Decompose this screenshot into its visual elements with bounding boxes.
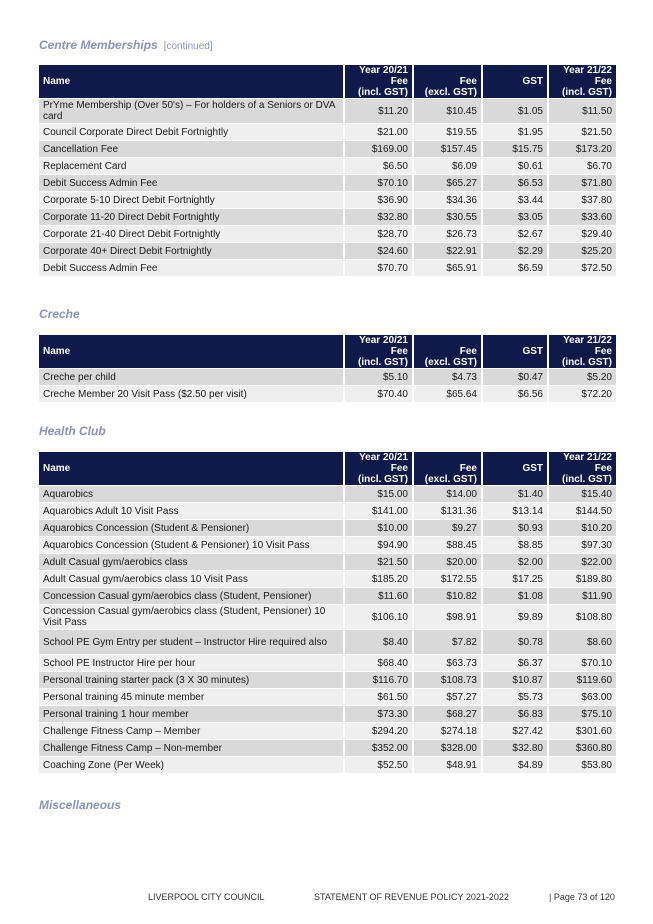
row-name: Adult Casual gym/aerobics class	[39, 554, 343, 570]
col-header-name: Name	[39, 65, 343, 98]
section-title-text: Miscellaneous	[39, 798, 122, 812]
fee-excl: $63.73	[414, 655, 481, 671]
fee-excl: $9.27	[414, 520, 481, 536]
fee-excl: $131.36	[414, 503, 481, 519]
fee-excl: $328.00	[414, 740, 481, 756]
fee-incl-2122: $25.20	[549, 243, 616, 259]
gst: $6.37	[483, 655, 547, 671]
fee-excl: $19.55	[414, 124, 481, 140]
fee-incl-2021: $28.70	[345, 226, 412, 242]
table-row	[39, 672, 616, 688]
table-row	[39, 503, 616, 519]
gst: $1.08	[483, 588, 547, 604]
col-header-fee-incl-2122: Year 21/22 Fee (incl. GST)	[549, 335, 616, 368]
fee-excl: $172.55	[414, 571, 481, 587]
fee-incl-2122: $72.50	[549, 260, 616, 276]
header-row	[39, 335, 616, 368]
fee-incl-2122: $8.60	[549, 630, 616, 654]
gst: $2.00	[483, 554, 547, 570]
header-row	[39, 452, 616, 485]
fee-incl-2021: $21.50	[345, 554, 412, 570]
fee-incl-2122: $63.00	[549, 689, 616, 705]
gst: $4.89	[483, 757, 547, 773]
fee-incl-2021: $352.00	[345, 740, 412, 756]
gst: $6.53	[483, 175, 547, 191]
health-club-table	[37, 451, 618, 774]
header-row	[39, 65, 616, 98]
fee-incl-2021: $185.20	[345, 571, 412, 587]
fee-incl-2021: $32.80	[345, 209, 412, 225]
gst: $0.93	[483, 520, 547, 536]
gst: $6.59	[483, 260, 547, 276]
gst: $17.25	[483, 571, 547, 587]
fee-excl: $10.82	[414, 588, 481, 604]
fee-excl: $108.73	[414, 672, 481, 688]
col-header-fee-incl-2021: Year 20/21 Fee (incl. GST)	[345, 65, 412, 98]
table-header	[39, 65, 616, 98]
fee-incl-2021: $36.90	[345, 192, 412, 208]
fee-excl: $68.27	[414, 706, 481, 722]
section-title-creche	[39, 307, 80, 321]
fee-incl-2122: $72.20	[549, 386, 616, 402]
fee-incl-2122: $6.70	[549, 158, 616, 174]
col-header-name: Name	[39, 452, 343, 485]
fee-incl-2021: $70.70	[345, 260, 412, 276]
table-header	[39, 452, 616, 485]
col-header-gst: GST	[483, 452, 547, 485]
fee-excl: $57.27	[414, 689, 481, 705]
col-header-gst: GST	[483, 65, 547, 98]
gst: $3.05	[483, 209, 547, 225]
footer-page-number: | Page 73 of 120	[549, 892, 615, 902]
fee-excl: $274.18	[414, 723, 481, 739]
gst: $10.87	[483, 672, 547, 688]
col-header-fee-incl-2122: Year 21/22 Fee (incl. GST)	[549, 65, 616, 98]
fee-incl-2021: $94.90	[345, 537, 412, 553]
table-row	[39, 571, 616, 587]
row-name: Creche per child	[39, 369, 343, 385]
fee-incl-2122: $71.80	[549, 175, 616, 191]
gst: $0.61	[483, 158, 547, 174]
gst: $0.47	[483, 369, 547, 385]
table-row	[39, 209, 616, 225]
footer-org: LIVERPOOL CITY COUNCIL	[148, 892, 265, 902]
fee-incl-2021: $106.10	[345, 605, 412, 629]
row-name: Challenge Fitness Camp – Non-member	[39, 740, 343, 756]
fee-incl-2122: $33.60	[549, 209, 616, 225]
fee-incl-2122: $70.10	[549, 655, 616, 671]
fee-incl-2021: $8.40	[345, 630, 412, 654]
table-row	[39, 243, 616, 259]
row-name: Aquarobics Concession (Student & Pensioner)	[39, 520, 343, 536]
fee-excl: $157.45	[414, 141, 481, 157]
row-name: Corporate 40+ Direct Debit Fortnightly	[39, 243, 343, 259]
fee-incl-2122: $360.80	[549, 740, 616, 756]
fee-incl-2122: $108.80	[549, 605, 616, 629]
table-row	[39, 141, 616, 157]
fee-incl-2122: $10.20	[549, 520, 616, 536]
table-row	[39, 706, 616, 722]
table-row	[39, 124, 616, 140]
row-name: Personal training 1 hour member	[39, 706, 343, 722]
fee-excl: $65.27	[414, 175, 481, 191]
gst: $5.73	[483, 689, 547, 705]
row-name: Cancellation Fee	[39, 141, 343, 157]
row-name: Aquarobics Adult 10 Visit Pass	[39, 503, 343, 519]
gst: $1.95	[483, 124, 547, 140]
section-title-text: Creche	[39, 307, 80, 321]
gst: $1.05	[483, 99, 547, 123]
row-name: Aquarobics	[39, 486, 343, 502]
fee-incl-2021: $70.40	[345, 386, 412, 402]
fee-incl-2122: $22.00	[549, 554, 616, 570]
row-name: Corporate 11-20 Direct Debit Fortnightly	[39, 209, 343, 225]
row-name: Council Corporate Direct Debit Fortnightly	[39, 124, 343, 140]
section-title-miscellaneous	[39, 798, 121, 812]
row-name: Debit Success Admin Fee	[39, 260, 343, 276]
col-header-gst: GST	[483, 335, 547, 368]
row-name: Coaching Zone (Per Week)	[39, 757, 343, 773]
table-row	[39, 757, 616, 773]
creche-table	[37, 334, 618, 403]
gst: $27.42	[483, 723, 547, 739]
table-row	[39, 260, 616, 276]
table-row	[39, 630, 616, 654]
fee-incl-2122: $11.50	[549, 99, 616, 123]
fee-incl-2021: $70.10	[345, 175, 412, 191]
table-row	[39, 192, 616, 208]
fee-incl-2021: $21.00	[345, 124, 412, 140]
row-name: Adult Casual gym/aerobics class 10 Visit Pass	[39, 571, 343, 587]
fee-incl-2021: $116.70	[345, 672, 412, 688]
fee-incl-2021: $5.10	[345, 369, 412, 385]
fee-incl-2122: $5.20	[549, 369, 616, 385]
fee-incl-2021: $6.50	[345, 158, 412, 174]
fee-excl: $88.45	[414, 537, 481, 553]
gst: $8.85	[483, 537, 547, 553]
fee-incl-2021: $169.00	[345, 141, 412, 157]
table-row	[39, 740, 616, 756]
fee-incl-2021: $68.40	[345, 655, 412, 671]
fee-excl: $4.73	[414, 369, 481, 385]
table-row	[39, 175, 616, 191]
fee-incl-2021: $61.50	[345, 689, 412, 705]
gst: $13.14	[483, 503, 547, 519]
gst: $0.78	[483, 630, 547, 654]
gst: $1.40	[483, 486, 547, 502]
table-row	[39, 158, 616, 174]
fee-excl: $20.00	[414, 554, 481, 570]
fee-incl-2122: $97.30	[549, 537, 616, 553]
gst: $9.89	[483, 605, 547, 629]
col-header-fee-excl: Fee (excl. GST)	[414, 452, 481, 485]
fee-excl: $98.91	[414, 605, 481, 629]
fee-incl-2122: $144.50	[549, 503, 616, 519]
gst: $2.29	[483, 243, 547, 259]
row-name: Creche Member 20 Visit Pass ($2.50 per visit)	[39, 386, 343, 402]
row-name: Concession Casual gym/aerobics class (Student, Pensioner)	[39, 588, 343, 604]
row-name: Replacement Card	[39, 158, 343, 174]
col-header-fee-incl-2122: Year 21/22 Fee (incl. GST)	[549, 452, 616, 485]
table-row	[39, 369, 616, 385]
table-row	[39, 605, 616, 629]
table-row	[39, 723, 616, 739]
fee-incl-2122: $53.80	[549, 757, 616, 773]
row-name: Debit Success Admin Fee	[39, 175, 343, 191]
table-row	[39, 588, 616, 604]
fee-incl-2122: $37.80	[549, 192, 616, 208]
fee-excl: $26.73	[414, 226, 481, 242]
gst: $3.44	[483, 192, 547, 208]
table-body	[39, 99, 616, 276]
table-row	[39, 520, 616, 536]
fee-excl: $22.91	[414, 243, 481, 259]
fee-incl-2021: $73.30	[345, 706, 412, 722]
row-name: School PE Instructor Hire per hour	[39, 655, 343, 671]
table-row	[39, 655, 616, 671]
fee-excl: $10.45	[414, 99, 481, 123]
table-row	[39, 537, 616, 553]
table-row	[39, 226, 616, 242]
row-name: PrYme Membership (Over 50's) – For holders of a Seniors or DVA card	[39, 99, 343, 123]
table-row	[39, 386, 616, 402]
fee-incl-2122: $21.50	[549, 124, 616, 140]
row-name: Aquarobics Concession (Student & Pensioner) 10 Visit Pass	[39, 537, 343, 553]
fee-incl-2021: $15.00	[345, 486, 412, 502]
section-title-text: Health Club	[39, 424, 106, 438]
col-header-fee-excl: Fee (excl. GST)	[414, 335, 481, 368]
fee-excl: $14.00	[414, 486, 481, 502]
row-name: Corporate 5-10 Direct Debit Fortnightly	[39, 192, 343, 208]
fee-excl: $30.55	[414, 209, 481, 225]
col-header-fee-incl-2021: Year 20/21 Fee (incl. GST)	[345, 335, 412, 368]
fee-incl-2122: $11.90	[549, 588, 616, 604]
fee-excl: $65.64	[414, 386, 481, 402]
fee-incl-2122: $301.60	[549, 723, 616, 739]
table-header	[39, 335, 616, 368]
memberships-table	[37, 64, 618, 277]
row-name: School PE Gym Entry per student – Instructor Hire required also	[39, 630, 343, 654]
fee-excl: $48.91	[414, 757, 481, 773]
fee-incl-2021: $294.20	[345, 723, 412, 739]
continued-label: [continued]	[163, 41, 213, 52]
gst: $2.67	[483, 226, 547, 242]
row-name: Personal training 45 minute member	[39, 689, 343, 705]
fee-excl: $34.36	[414, 192, 481, 208]
table-row	[39, 554, 616, 570]
fee-incl-2021: $52.50	[345, 757, 412, 773]
fee-incl-2122: $173.20	[549, 141, 616, 157]
gst: $32.80	[483, 740, 547, 756]
fee-incl-2021: $141.00	[345, 503, 412, 519]
table-row	[39, 99, 616, 123]
gst: $6.83	[483, 706, 547, 722]
row-name: Challenge Fitness Camp – Member	[39, 723, 343, 739]
gst: $6.56	[483, 386, 547, 402]
fee-excl: $7.82	[414, 630, 481, 654]
table-body	[39, 486, 616, 773]
table-row	[39, 486, 616, 502]
fee-incl-2021: $11.60	[345, 588, 412, 604]
fee-excl: $65.91	[414, 260, 481, 276]
fee-incl-2021: $24.60	[345, 243, 412, 259]
fee-incl-2122: $15.40	[549, 486, 616, 502]
row-name: Personal training starter pack (3 X 30 minutes)	[39, 672, 343, 688]
row-name: Concession Casual gym/aerobics class (Student, Pensioner) 10 Visit Pass	[39, 605, 343, 629]
fee-incl-2122: $119.60	[549, 672, 616, 688]
fee-excl: $6.09	[414, 158, 481, 174]
fee-incl-2021: $10.00	[345, 520, 412, 536]
fee-incl-2122: $75.10	[549, 706, 616, 722]
col-header-name: Name	[39, 335, 343, 368]
table-body	[39, 369, 616, 402]
section-title-text: Centre Memberships	[39, 38, 158, 52]
fee-incl-2122: $29.40	[549, 226, 616, 242]
fee-incl-2021: $11.20	[345, 99, 412, 123]
row-name: Corporate 21-40 Direct Debit Fortnightly	[39, 226, 343, 242]
section-title-memberships	[39, 38, 213, 52]
gst: $15.75	[483, 141, 547, 157]
fee-incl-2122: $189.80	[549, 571, 616, 587]
col-header-fee-incl-2021: Year 20/21 Fee (incl. GST)	[345, 452, 412, 485]
table-row	[39, 689, 616, 705]
col-header-fee-excl: Fee (excl. GST)	[414, 65, 481, 98]
section-title-health-club	[39, 424, 106, 438]
footer-doc-title: STATEMENT OF REVENUE POLICY 2021-2022	[314, 892, 509, 902]
